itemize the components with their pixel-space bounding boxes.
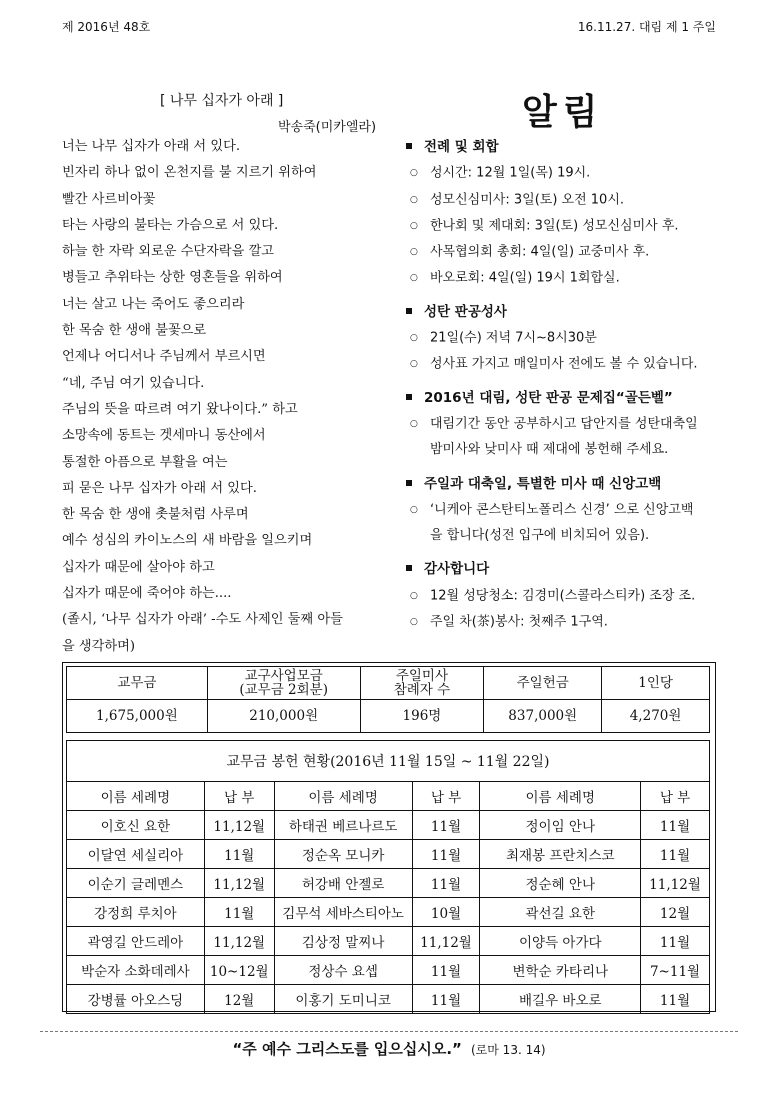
circle-bullet-icon: ○ (410, 333, 418, 344)
offering-caption-row (67, 741, 710, 782)
poem-line: “네, 주님 여기 있습니다. (62, 375, 205, 391)
table-cell: 11월 (641, 840, 710, 869)
table-cell: 11월 (641, 927, 710, 956)
circle-bullet-icon: ○ (410, 247, 418, 258)
notice-heading-text: 성탄 판공성사 (424, 303, 507, 320)
table-cell: 이양득 아가다 (480, 927, 641, 956)
finance-header-cell: 1인당 (602, 667, 710, 700)
notice-item-text: 을 합니다(성전 입구에 비치되어 있음). (430, 528, 650, 544)
offering-header-cell: 납 부 (641, 782, 710, 811)
poem-line: 빨간 사르비아꽃 (62, 191, 156, 207)
notice-item-text: 한나회 및 제대회: 3일(토) 성모신심미사 후. (430, 218, 679, 234)
table-cell: 곽선길 요한 (480, 898, 641, 927)
poem-line: 을 생각하며) (62, 638, 136, 654)
issue-date: 16.11.27. 대림 제 1 주일 (577, 20, 716, 34)
poem-body (62, 134, 392, 660)
offering-caption: 교무금 봉헌 현황(2016년 11월 15일 ~ 11월 22일) (67, 741, 710, 782)
notice-item (402, 160, 732, 186)
footer-divider (40, 1031, 738, 1032)
finance-value-cell: 4,270원 (602, 700, 710, 733)
table-row (67, 840, 710, 869)
notice-item (402, 265, 732, 291)
section-gap (402, 464, 732, 471)
poem-line: 소망속에 동트는 겟세마니 동산에서 (62, 428, 266, 444)
footer-quote: “주 예수 그리스도를 입으십시오.” (232, 1040, 462, 1058)
circle-bullet-icon: ○ (410, 194, 418, 205)
poem-line: 병들고 추위타는 상한 영혼들을 위하여 (62, 270, 283, 286)
table-cell: 이홍기 도미니코 (274, 985, 412, 1014)
notice-item (402, 583, 732, 609)
table-cell: 김무석 세바스티아노 (274, 898, 412, 927)
table-row (67, 927, 710, 956)
poem-line: 주님의 뜻을 따르려 여기 왔나이다.” 하고 (62, 401, 298, 417)
poem-line: 십자가 때문에 죽어야 하는.... (62, 586, 232, 602)
notice-section-heading (402, 299, 732, 325)
offering-header-cell: 납 부 (204, 782, 274, 811)
table-cell: 11월 (641, 985, 710, 1014)
table-cell: 김상정 말찌나 (274, 927, 412, 956)
circle-bullet-icon: ○ (410, 418, 418, 429)
offering-tables (62, 662, 716, 1012)
table-cell: 강병률 아오스딩 (67, 985, 205, 1014)
notice-heading-text: 주일과 대축일, 특별한 미사 때 신앙고백 (424, 475, 662, 492)
offering-status-table (66, 740, 710, 1014)
finance-header-cell: 교무금 (67, 667, 208, 700)
poem-line: 십자가 때문에 살아야 하고 (62, 559, 215, 575)
poem-line: 너는 나무 십자가 아래 서 있다. (62, 139, 241, 154)
footer-verse (0, 1038, 778, 1059)
circle-bullet-icon: ○ (410, 504, 418, 515)
notice-item (402, 437, 732, 463)
notice-item (402, 497, 732, 523)
table-row (67, 956, 710, 985)
notice-heading-text: 2016년 대림, 성탄 판공 문제집“골든벨” (424, 389, 673, 406)
poem-line: (졸시, ‘나무 십자가 아래’ -수도 사제인 둘째 아들 (62, 612, 343, 628)
poem-line: 언제나 어디서나 주님께서 부르시면 (62, 349, 266, 365)
poem-title: [ 나무 십자가 아래 ] (160, 93, 284, 109)
notice-item (402, 187, 732, 213)
notice-item-text: 밤미사와 낮미사 때 제대에 봉헌해 주세요. (430, 442, 669, 458)
offering-header-row (67, 782, 710, 811)
table-cell: 11,12월 (204, 811, 274, 840)
table-cell: 하태권 베르나르도 (274, 811, 412, 840)
notice-item (402, 239, 732, 265)
table-cell: 7~11월 (641, 956, 710, 985)
table-cell: 이달연 세실리아 (67, 840, 205, 869)
circle-bullet-icon: ○ (410, 220, 418, 231)
square-bullet-icon (406, 143, 412, 149)
finance-header-cell: 교구사업모금 (교무금 2회분) (207, 667, 360, 700)
table-cell: 정상수 요셉 (274, 956, 412, 985)
square-bullet-icon (406, 480, 412, 486)
footer-reference: (로마 13. 14) (471, 1043, 546, 1057)
offering-header-cell: 이름 세례명 (274, 782, 412, 811)
table-cell: 10~12월 (204, 956, 274, 985)
table-cell: 이호신 요한 (67, 811, 205, 840)
table-cell: 변학순 카타리나 (480, 956, 641, 985)
poem-line: 피 묻은 나무 십자가 아래 서 있다. (62, 480, 257, 496)
notice-item (402, 213, 732, 239)
table-cell: 정순옥 모니카 (274, 840, 412, 869)
table-cell: 10월 (412, 898, 480, 927)
notice-heading-text: 감사합니다 (424, 561, 490, 578)
table-cell: 정순혜 안나 (480, 869, 641, 898)
notice-section-heading (402, 385, 732, 411)
table-cell: 11,12월 (204, 869, 274, 898)
notice-section-heading (402, 134, 732, 160)
table-cell: 곽영길 안드레아 (67, 927, 205, 956)
table-row (67, 898, 710, 927)
notice-item-text: 사목협의회 총회: 4일(일) 교중미사 후. (430, 244, 650, 260)
finance-value-cell: 837,000원 (484, 700, 602, 733)
notice-item-text: 대림기간 동안 공부하시고 답안지를 성탄대축일 (430, 416, 698, 432)
square-bullet-icon (406, 394, 412, 400)
notice-title: 알림 (522, 92, 604, 133)
circle-bullet-icon: ○ (410, 590, 418, 601)
finance-value-cell: 1,675,000원 (67, 700, 208, 733)
table-cell: 11월 (412, 956, 480, 985)
poem-line: 한 목숨 한 생애 불꽃으로 (62, 323, 207, 339)
table-cell: 이순기 글레멘스 (67, 869, 205, 898)
table-cell: 강정희 루치아 (67, 898, 205, 927)
issue-number: 제 2016년 48호 (62, 20, 151, 34)
notice-item-text: 12월 성당청소: 김경미(스콜라스티카) 조장 조. (430, 588, 696, 604)
notice-item (402, 609, 732, 635)
table-cell: 12월 (641, 898, 710, 927)
table-cell: 11월 (412, 840, 480, 869)
poem-line: 너는 살고 나는 죽어도 좋으리라 (62, 296, 245, 312)
section-gap (402, 549, 732, 556)
poem-author: 박송죽(미카엘라) (278, 120, 377, 135)
notice-item-text: ‘니케아 콘스탄티노폴리스 신경’ 으로 신앙고백 (430, 502, 694, 518)
table-row (67, 985, 710, 1014)
notice-section-heading (402, 471, 732, 497)
table-cell: 허강배 안젤로 (274, 869, 412, 898)
offering-header-cell: 이름 세례명 (480, 782, 641, 811)
finance-header-cell: 주일헌금 (484, 667, 602, 700)
table-cell: 배길우 바오로 (480, 985, 641, 1014)
square-bullet-icon (406, 565, 412, 571)
notice-item (402, 325, 732, 351)
poem-line: 빈자리 하나 없이 온천지를 불 지르기 위하여 (62, 165, 317, 181)
table-cell: 11월 (412, 985, 480, 1014)
section-gap (402, 378, 732, 385)
table-cell: 11월 (204, 840, 274, 869)
square-bullet-icon (406, 308, 412, 314)
table-cell: 11월 (412, 869, 480, 898)
notice-list (402, 134, 732, 635)
table-cell: 정이임 안나 (480, 811, 641, 840)
table-cell: 11,12월 (204, 927, 274, 956)
notice-item-text: 성사표 가지고 매일미사 전에도 볼 수 있습니다. (430, 357, 698, 373)
notice-item-text: 바오로회: 4일(일) 19시 1회합실. (430, 271, 620, 287)
notice-item-text: 주일 차(茶)봉사: 첫째주 1구역. (430, 614, 608, 630)
section-gap (402, 292, 732, 299)
table-cell: 11월 (412, 811, 480, 840)
circle-bullet-icon: ○ (410, 273, 418, 284)
offering-header-cell: 납 부 (412, 782, 480, 811)
offering-header-cell: 이름 세례명 (67, 782, 205, 811)
notice-item (402, 351, 732, 377)
finance-summary-table (66, 666, 710, 733)
notice-item (402, 523, 732, 549)
circle-bullet-icon: ○ (410, 168, 418, 179)
notice-heading-text: 전례 및 회합 (424, 139, 499, 155)
finance-value-cell: 210,000원 (207, 700, 360, 733)
poem-line: 한 목숨 한 생애 촛불처럼 사루며 (62, 507, 249, 523)
notice-item-text: 성시간: 12월 1일(목) 19시. (430, 165, 591, 181)
table-cell: 11,12월 (412, 927, 480, 956)
poem-line: 통절한 아픔으로 부활을 여는 (62, 454, 228, 470)
table-cell: 11월 (204, 898, 274, 927)
table-row (67, 869, 710, 898)
table-cell: 12월 (204, 985, 274, 1014)
table-cell: 11,12월 (641, 869, 710, 898)
notice-section-heading (402, 556, 732, 582)
table-cell: 박순자 소화데레사 (67, 956, 205, 985)
circle-bullet-icon: ○ (410, 617, 418, 628)
table-cell: 11월 (641, 811, 710, 840)
circle-bullet-icon: ○ (410, 359, 418, 370)
notice-item (402, 411, 732, 437)
poem-line: 하늘 한 자락 외로운 수단자락을 깔고 (62, 244, 275, 260)
poem-line: 예수 성심의 카이노스의 새 바람을 일으키며 (62, 533, 313, 549)
finance-header-cell: 주일미사 참례자 수 (360, 667, 484, 700)
poem-line: 타는 사랑의 불타는 가슴으로 서 있다. (62, 217, 279, 233)
notice-item-text: 21일(수) 저녁 7시~8시30분 (430, 330, 597, 346)
table-row (67, 811, 710, 840)
finance-header-row (67, 667, 710, 700)
table-cell: 최재봉 프란치스코 (480, 840, 641, 869)
finance-value-row (67, 700, 710, 733)
notice-item-text: 성모신심미사: 3일(토) 오전 10시. (430, 192, 625, 208)
finance-value-cell: 196명 (360, 700, 484, 733)
